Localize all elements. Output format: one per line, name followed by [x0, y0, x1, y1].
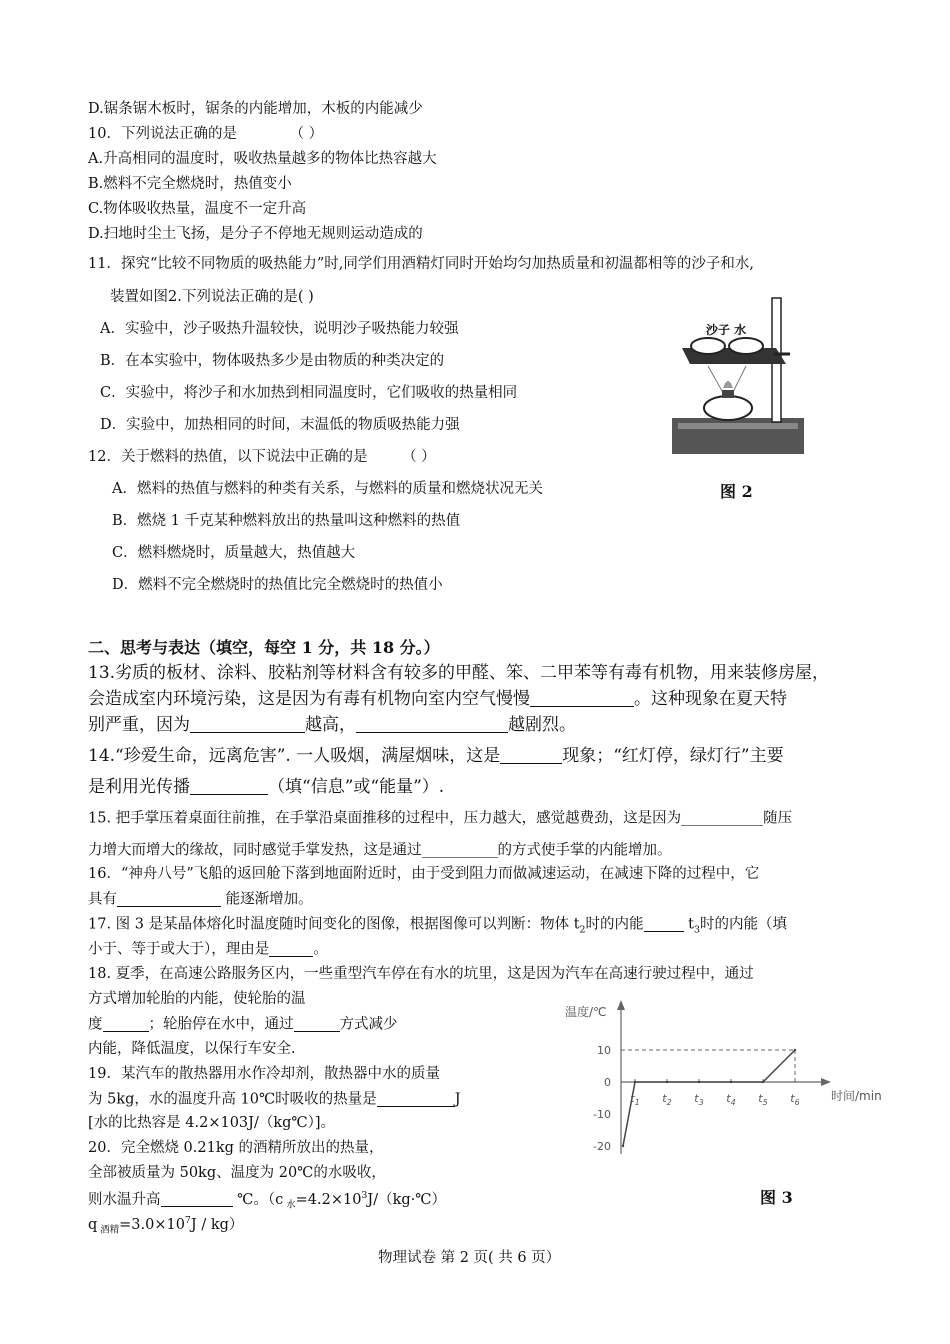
q15-line1: [88, 810, 792, 828]
q18-line3-text: 度: [88, 1016, 103, 1033]
q19-line2-text: 为 5kg，水的温度升高 10℃时吸收的热量是: [88, 1091, 377, 1108]
q17-line2-text: 小于、等于或大于），理由是: [88, 941, 270, 958]
q11-option-d: D．实验中，加热相同的时间，末温低的物质吸热能力强: [100, 417, 460, 433]
y-tick-label: -10: [593, 1108, 611, 1121]
q11-option-a: A．实验中，沙子吸热升温较快，说明沙子吸热能力较强: [100, 321, 459, 337]
q13-line3-tail: 越剧烈。: [508, 715, 576, 735]
q15-line2-tail: 的方式使手掌的内能增加。: [497, 842, 672, 859]
q13-line2-tail: 。这种现象在夏天特: [634, 689, 787, 709]
q14-line2-tail: （填“信息”或“能量”）.: [268, 777, 445, 797]
q13-blank-1[interactable]: [530, 689, 634, 707]
q17-sub-1: 2: [579, 924, 586, 936]
temperature-data-point: [730, 1081, 732, 1083]
q10-stem: [88, 126, 323, 143]
q12-option-b: B．燃烧 1 千克某种燃料放出的热量叫这种燃料的热值: [112, 513, 461, 529]
alcohol-lamp: [704, 396, 752, 420]
q19-blank[interactable]: [377, 1091, 455, 1107]
q18-line1: 18. 夏季，在高速公路服务区内，一些重型汽车停在有水的坑里，这是因为汽车在高速行驶过程中，通过: [88, 966, 754, 982]
q20-line2: 全部被质量为 50kg、温度为 20℃的水吸收，: [88, 1165, 386, 1181]
q17-line2-tail: 。: [313, 941, 328, 958]
figure-2-label: 沙子 水: [705, 323, 747, 337]
temperature-data-point: [762, 1081, 764, 1083]
alcohol-lamp-wick: [722, 390, 734, 398]
temperature-data-point: [634, 1081, 636, 1083]
x-tick-label-sub: 6: [794, 1098, 800, 1107]
q10-option-a: A.升高相同的温度时，吸收热量越多的物体比热容越大: [88, 151, 437, 167]
q12-option-a: A．燃料的热值与燃料的种类有关系，与燃料的质量和燃烧状况无关: [112, 481, 543, 497]
q20-line1: 20．完全燃烧 0.21kg 的酒精所放出的热量，: [88, 1140, 384, 1156]
x-tick-label-sub: 1: [634, 1098, 640, 1107]
q20-line3-c: =4.2×10: [295, 1191, 362, 1208]
temperature-data-point: [622, 1145, 624, 1147]
q13-blank-3[interactable]: [356, 715, 508, 733]
q17-text-a: 17. 图 3 是某晶体熔化时温度随时间变化的图像，根据图像可以判断：物体 t: [88, 916, 580, 933]
q20-line3-d: J/（kg·℃）: [367, 1191, 447, 1208]
q20-line3-sub: 水: [283, 1199, 296, 1211]
q12-answer-paren: （ ）: [402, 449, 436, 465]
q11-stem-line2: 装置如图2.下列说法正确的是( ): [110, 289, 314, 305]
q14-line1-text: 14.“珍爱生命，远离危害”. 一人吸烟，满屋烟味，这是: [88, 746, 501, 766]
x-tick-label-sub: 2: [666, 1098, 672, 1107]
q18-blank-2[interactable]: [294, 1016, 340, 1032]
q18-line2: 方式增加轮胎的内能，使轮胎的温: [88, 991, 306, 1007]
q19-line2-tail: J: [454, 1091, 461, 1108]
apparatus-base-highlight: [678, 423, 798, 429]
q16-line2-tail: 能逐渐增加。: [225, 891, 313, 908]
figure-3-caption: 图 3: [760, 1188, 793, 1207]
x-tick-label-sub: 4: [730, 1098, 736, 1107]
y-axis-label: 温度/℃: [565, 1005, 607, 1019]
q17-sub-2: 3: [693, 924, 700, 936]
q12-stem: [88, 449, 436, 466]
q20-line3: [88, 1190, 446, 1211]
sand-dish: [691, 338, 725, 354]
q18-line3: [88, 1016, 398, 1034]
q20-line4-sub: 酒精: [97, 1224, 120, 1236]
q10-option-c: C.物体吸收热量，温度不一定升高: [88, 201, 307, 217]
q10-option-d: D.扫地时尘土飞扬，是分子不停地无规则运动造成的: [88, 226, 423, 242]
x-tick-label: $t_6$: [790, 1092, 800, 1107]
q20-blank[interactable]: [161, 1191, 233, 1207]
q20-line3-text: 则水温升高: [88, 1191, 161, 1208]
x-tick-label: $t_4$: [726, 1092, 736, 1107]
x-tick-label: $t_2$: [662, 1092, 672, 1107]
q13-line3: [88, 715, 576, 735]
y-tick-label: 10: [597, 1044, 611, 1057]
q14-line2-text: 是利用光传播: [88, 777, 190, 797]
q14-blank-2[interactable]: [190, 777, 268, 795]
q20-line4: [88, 1215, 243, 1236]
q19-line1: 19．某汽车的散热器用水作冷却剂，散热器中水的质量: [88, 1066, 440, 1082]
q12-stem-text: 12．关于燃料的热值，以下说法中正确的是: [88, 449, 368, 465]
q13-line1: 13.劣质的板材、涂料、胶粘剂等材料含有较多的甲醛、笨、二甲苯等有毒有机物，用来装修房屋，: [88, 663, 830, 683]
figure-3-chart: [555, 998, 905, 1173]
q15-line1-tail: 随压: [763, 810, 793, 827]
q13-line2-text: 会造成室内环境污染，这是因为有毒有机物向室内空气慢慢: [88, 689, 530, 709]
q20-line4-b: =3.0×10: [119, 1216, 185, 1233]
x-axis-label: 时间/min: [831, 1089, 882, 1103]
x-tick-label: $t_3$: [694, 1092, 704, 1107]
q18-line3-tail: 方式减少: [339, 1016, 398, 1033]
temperature-data-point: [794, 1049, 796, 1051]
q14-line2: [88, 777, 444, 797]
q17-line1: [88, 916, 787, 936]
x-tick-label: $t_5$: [758, 1092, 768, 1107]
q15-line2: [88, 842, 672, 860]
q13-blank-2[interactable]: [190, 715, 305, 733]
q16-blank[interactable]: [117, 891, 221, 907]
x-tick-label-sub: 5: [762, 1098, 768, 1107]
page-footer: 物理试卷 第 2 页( 共 6 页）: [378, 1250, 561, 1266]
q18-blank-1[interactable]: [103, 1016, 149, 1032]
section-2-title: 二、思考与表达（填空，每空 1 分，共 18 分。）: [88, 638, 440, 657]
temperature-data-point: [666, 1081, 668, 1083]
x-tick-label: $t_1$: [630, 1092, 640, 1107]
q13-line2: [88, 689, 787, 709]
q15-line1-text: 15. 把手掌压着桌面往前推，在手掌沿桌面推移的过程中，压力越大，感觉越费劲，这是因为: [88, 810, 682, 827]
q15-line2-text: 力增大而增大的缘故，同时感觉手掌发热，这是通过: [88, 842, 422, 859]
q20-line4-a: q: [88, 1216, 98, 1233]
figure-2-caption: 图 2: [720, 482, 753, 501]
q13-line3-text: 别严重，因为: [88, 715, 190, 735]
q19-line2: [88, 1091, 461, 1109]
q13-line3-mid: 越高，: [305, 715, 356, 735]
q17-line2: [88, 941, 328, 959]
q11-stem-line1: 11．探究“比较不同物质的吸热能力”时,同学们用酒精灯同时开始均匀加热质量和初温都相等的沙子和水,: [88, 256, 754, 272]
y-tick-label: 0: [604, 1076, 611, 1089]
q17-blank-2[interactable]: [269, 941, 313, 957]
figure-2-apparatus: [668, 290, 808, 460]
q11-option-c: C．实验中，将沙子和水加热到相同温度时，它们吸收的热量相同: [100, 385, 518, 401]
temperature-series-line: [623, 1050, 795, 1146]
q17-text-c: t: [683, 916, 694, 933]
q17-text-d: 时的内能（填: [699, 916, 787, 933]
q20-line4-c: J / kg）: [190, 1216, 244, 1233]
q9-option-d: D.锯条锯木板时，锯条的内能增加，木板的内能减少: [88, 101, 423, 117]
q10-stem-text: 10．下列说法正确的是: [88, 126, 237, 142]
figure-3-series: [622, 1049, 796, 1147]
q17-text-b: 时的内能: [585, 916, 644, 933]
water-dish: [729, 338, 763, 354]
q16-line1: 16．“神舟八号”飞船的返回舱下落到地面附近时，由于受到阻力而做减速运动，在减速下降的过程中，它: [88, 866, 760, 882]
q17-blank-1[interactable]: [644, 916, 684, 932]
q14-blank-1[interactable]: [500, 746, 562, 764]
q16-line2: [88, 891, 313, 909]
x-tick-label-sub: 3: [698, 1098, 704, 1107]
x-axis-arrow: [821, 1078, 831, 1086]
q14-line1-tail: 现象；“红灯停，绿灯行”主要: [562, 746, 784, 766]
q18-line3-mid: ；轮胎停在水中，通过: [148, 1016, 294, 1033]
y-tick-label: -20: [593, 1140, 611, 1153]
q16-line2-text: 具有: [88, 891, 117, 908]
q11-option-b: B．在本实验中，物体吸热多少是由物质的种类决定的: [100, 353, 445, 369]
q18-line4: 内能，降低温度，以保行车安全.: [88, 1041, 296, 1057]
q12-option-c: C．燃料燃烧时，质量越大，热值越大: [112, 545, 356, 561]
y-axis-arrow: [617, 1000, 625, 1010]
q20-line4-sup: 7: [184, 1215, 191, 1226]
temperature-data-point: [698, 1081, 700, 1083]
q15-blank-1[interactable]: [681, 810, 763, 826]
figure-3-axes: [565, 1000, 882, 1154]
q20-line3-b: ℃。（c: [237, 1191, 284, 1208]
q10-answer-paren: （ ）: [289, 126, 324, 142]
q10-option-b: B.燃料不完全燃烧时，热值变小: [88, 176, 292, 192]
q12-option-d: D．燃料不完全燃烧时的热值比完全燃烧时的热值小: [112, 577, 443, 593]
flame-icon: [723, 381, 733, 388]
q19-line3: [水的比热容是 4.2×103J/（kg℃）]。: [88, 1115, 336, 1131]
q20-line3-sup: 3: [361, 1190, 368, 1201]
q14-line1: [88, 746, 784, 766]
q15-blank-2[interactable]: [422, 842, 498, 858]
